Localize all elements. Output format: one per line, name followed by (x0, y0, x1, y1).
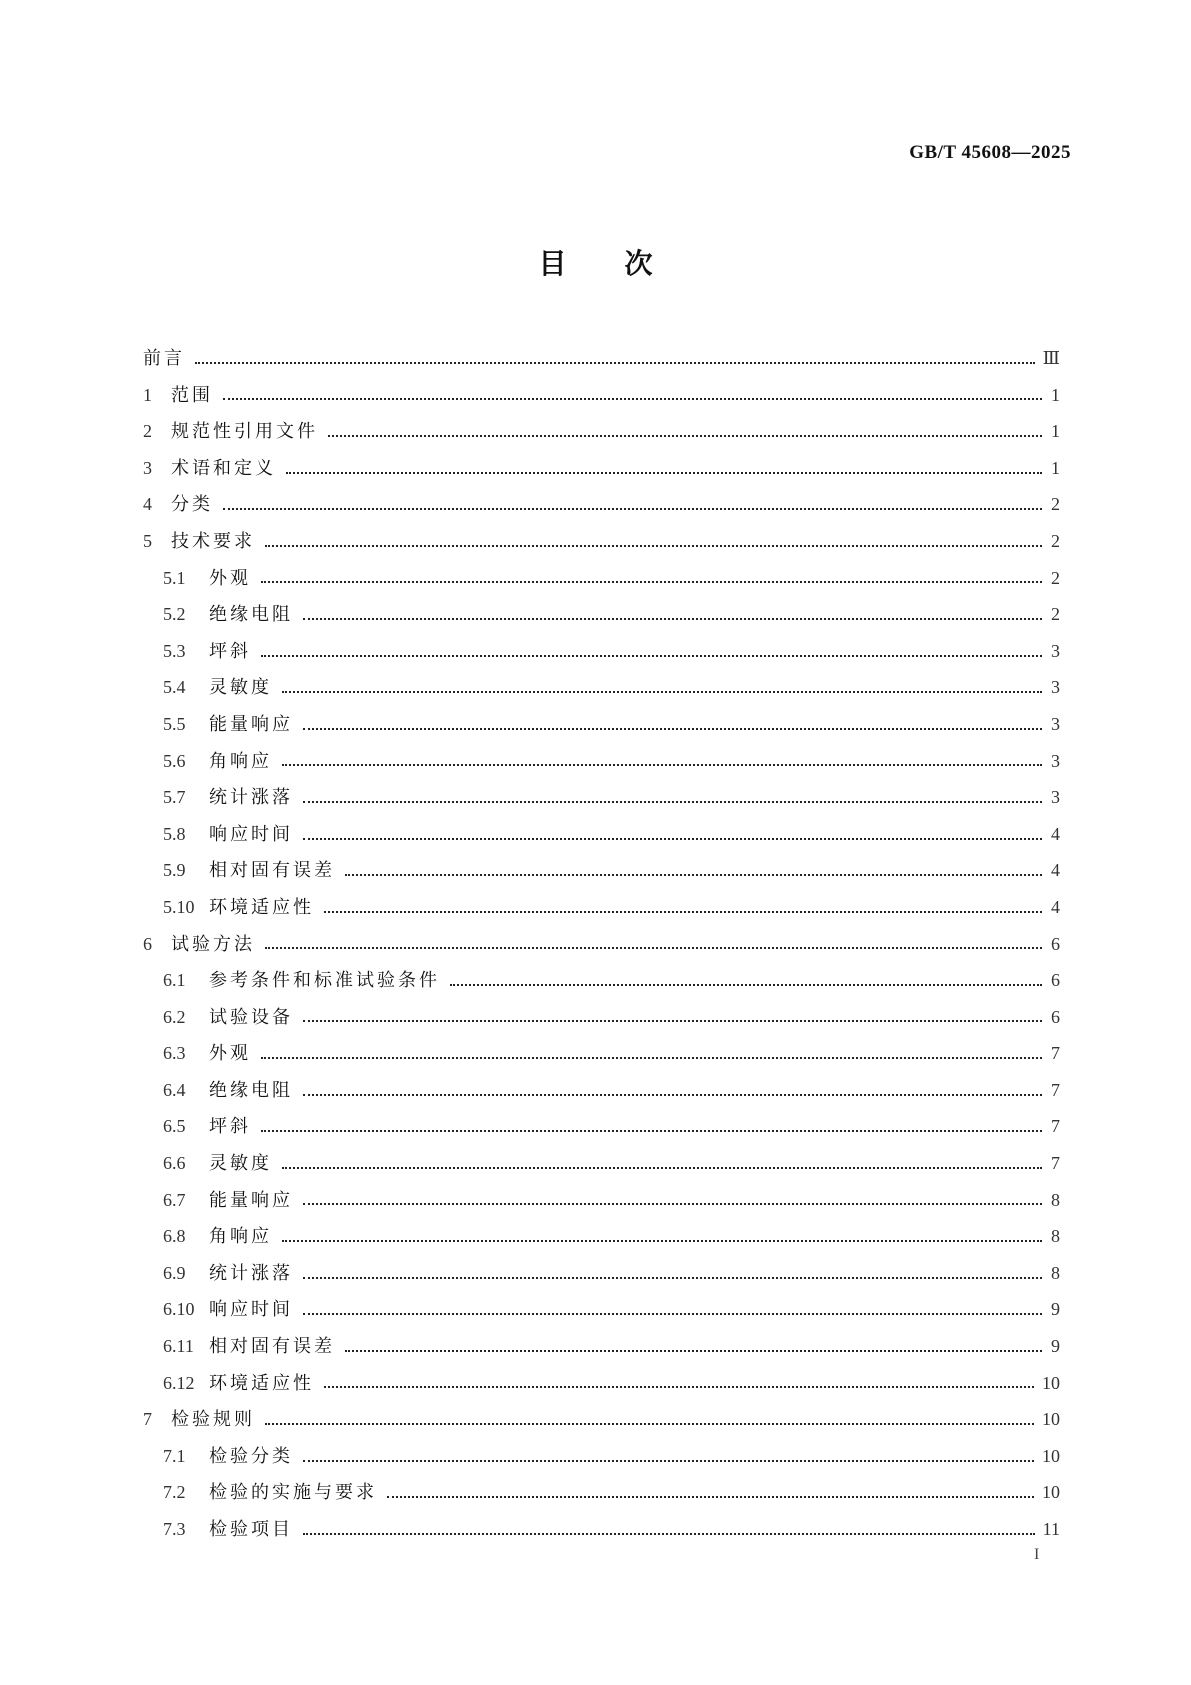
toc-entry-page: 8 (1051, 1189, 1060, 1210)
toc-entry-page: 1 (1051, 421, 1060, 442)
toc-entry-page: 7 (1051, 1043, 1060, 1064)
dot-leader (303, 1094, 1042, 1096)
toc-entry-label: 能量响应 (209, 713, 293, 735)
toc-entry-page: 11 (1042, 1519, 1060, 1539)
toc-entry[interactable] (143, 1218, 1060, 1255)
toc-entry-number: 7.2 (163, 1482, 186, 1503)
toc-entry-page: 10 (1042, 1482, 1060, 1503)
toc-entry-page: 4 (1051, 823, 1060, 844)
toc-entry[interactable] (143, 999, 1060, 1036)
toc-entry-page: 3 (1051, 713, 1060, 734)
toc-entry-label: 相对固有误差 (209, 1336, 335, 1358)
toc-entry-page: 4 (1051, 860, 1060, 881)
dot-leader (324, 1386, 1034, 1388)
dot-leader (303, 1533, 1035, 1535)
toc-entry-label: 参考条件和标准试验条件 (209, 970, 440, 992)
toc-entry-label: 统计涨落 (209, 787, 293, 809)
toc-entry-number: 6 (143, 933, 152, 954)
toc-entry-page: 9 (1051, 1336, 1060, 1357)
toc-entry-label: 试验方法 (171, 933, 255, 955)
toc-entry-page: 10 (1042, 1409, 1060, 1430)
toc-entry[interactable] (143, 962, 1060, 999)
toc-entry[interactable] (143, 1328, 1060, 1365)
toc-entry-label: 试验设备 (209, 1006, 293, 1028)
toc-entry-label: 角响应 (209, 750, 272, 772)
toc-entry-page: 10 (1042, 1445, 1060, 1466)
dot-leader (387, 1496, 1034, 1498)
toc-entry-number: 6.10 (163, 1299, 195, 1320)
toc-entry-number: 6.3 (163, 1043, 186, 1064)
toc-entry[interactable] (143, 1291, 1060, 1328)
toc-entry[interactable] (143, 523, 1060, 560)
toc-entry-page: 7 (1051, 1116, 1060, 1137)
toc-entry-label: 响应时间 (209, 1299, 293, 1321)
toc-entry[interactable] (143, 633, 1060, 670)
toc-entry-label: 技术要求 (171, 530, 255, 552)
toc-entry-label: 相对固有误差 (209, 860, 335, 882)
toc-entry[interactable] (143, 1474, 1060, 1511)
dot-leader (195, 362, 1035, 364)
dot-leader (345, 874, 1042, 876)
toc-entry-number: 2 (143, 421, 152, 442)
toc-entry[interactable] (143, 743, 1060, 780)
toc-entry-page: 2 (1051, 567, 1060, 588)
dot-leader (261, 1130, 1042, 1132)
toc-entry-label: 检验项目 (209, 1519, 293, 1540)
dot-leader (324, 911, 1042, 913)
toc-entry-label: 检验的实施与要求 (209, 1482, 377, 1504)
toc-entry-label: 检验规则 (171, 1409, 255, 1431)
toc-entry[interactable] (143, 560, 1060, 597)
toc-entry-label: 灵敏度 (209, 1153, 272, 1175)
toc-entry-page: 3 (1051, 677, 1060, 698)
toc-entry-label: 灵敏度 (209, 677, 272, 699)
dot-leader (303, 1203, 1042, 1205)
dot-leader (303, 801, 1042, 803)
toc-entry-number: 6.7 (163, 1189, 186, 1210)
dot-leader (303, 618, 1042, 620)
toc-entry-page: 3 (1051, 640, 1060, 661)
dot-leader (286, 472, 1042, 474)
toc-entry[interactable] (143, 1365, 1060, 1402)
dot-leader (328, 435, 1042, 437)
toc-title: 目次 (538, 247, 711, 280)
dot-leader (282, 1167, 1042, 1169)
dot-leader (223, 508, 1042, 510)
toc-entry-label: 分类 (171, 494, 213, 516)
toc-entry-number: 5 (143, 530, 152, 551)
toc-entry-number: 7.3 (163, 1519, 186, 1539)
toc-entry[interactable] (143, 1255, 1060, 1292)
toc-entry[interactable] (143, 1401, 1060, 1438)
dot-leader (261, 655, 1042, 657)
toc-entry-page: 1 (1051, 384, 1060, 405)
dot-leader (282, 691, 1042, 693)
toc-entry-label: 环境适应性 (209, 896, 314, 918)
toc-entry[interactable] (143, 852, 1060, 889)
toc-entry-label: 坪斜 (209, 640, 251, 662)
toc-entry[interactable] (143, 779, 1060, 816)
toc-entry-page: 3 (1051, 787, 1060, 808)
dot-leader (282, 1240, 1042, 1242)
toc-entry[interactable] (143, 450, 1060, 487)
toc-entry-number: 4 (143, 494, 152, 515)
toc-entry-page: 2 (1051, 530, 1060, 551)
toc-entry-number: 5.3 (163, 640, 186, 661)
toc-entry[interactable] (143, 1182, 1060, 1219)
toc-entry[interactable] (143, 706, 1060, 743)
dot-leader (345, 1350, 1042, 1352)
dot-leader (261, 1057, 1042, 1059)
toc-entry-number: 5.8 (163, 823, 186, 844)
toc-entry-page: 2 (1051, 604, 1060, 625)
dot-leader (303, 1020, 1042, 1022)
toc-entry-page: 8 (1051, 1262, 1060, 1283)
toc-entry-label: 角响应 (209, 1226, 272, 1248)
dot-leader (265, 947, 1042, 949)
toc-entry-page: 7 (1051, 1153, 1060, 1174)
toc-entry-number: 1 (143, 384, 152, 405)
dot-leader (265, 545, 1042, 547)
toc-entry-label: 外观 (209, 567, 251, 589)
toc-entry-label: 响应时间 (209, 823, 293, 845)
dot-leader (303, 838, 1042, 840)
toc-entry-label: 坪斜 (209, 1116, 251, 1138)
dot-leader (282, 764, 1042, 766)
toc-entry-label: 统计涨落 (209, 1262, 293, 1284)
toc-entry-page: 3 (1051, 750, 1060, 771)
toc-entry-number: 6.11 (163, 1336, 194, 1357)
table-of-contents (143, 340, 1060, 1548)
toc-entry[interactable] (143, 889, 1060, 926)
toc-entry-page: 4 (1051, 896, 1060, 917)
toc-entry-label: 范围 (171, 384, 213, 406)
toc-entry-number: 6.9 (163, 1262, 186, 1283)
toc-entry[interactable] (143, 816, 1060, 853)
toc-entry[interactable] (143, 926, 1060, 963)
toc-entry[interactable] (143, 1108, 1060, 1145)
toc-entry-number: 6.4 (163, 1079, 186, 1100)
dot-leader (450, 984, 1042, 986)
toc-entry-number: 5.7 (163, 787, 186, 808)
toc-entry[interactable] (143, 1035, 1060, 1072)
toc-entry-page: 7 (1051, 1079, 1060, 1100)
toc-entry-number: 6.2 (163, 1006, 186, 1027)
toc-entry-number: 7 (143, 1409, 152, 1430)
toc-entry-label: 检验分类 (209, 1445, 293, 1467)
toc-entry[interactable] (143, 486, 1060, 523)
dot-leader (265, 1423, 1034, 1425)
toc-entry-number: 6.6 (163, 1153, 186, 1174)
toc-entry-number: 6.8 (163, 1226, 186, 1247)
toc-entry-number: 5.10 (163, 896, 195, 917)
toc-entry-page: 6 (1051, 933, 1060, 954)
dot-leader (303, 1277, 1042, 1279)
dot-leader (303, 1313, 1042, 1315)
dot-leader (303, 728, 1042, 730)
toc-entry[interactable] (143, 377, 1060, 414)
toc-entry[interactable] (143, 596, 1060, 633)
toc-entry-number: 6.12 (163, 1372, 195, 1393)
toc-entry-number: 5.9 (163, 860, 186, 881)
toc-entry-number: 5.6 (163, 750, 186, 771)
toc-entry-label: 前言 (143, 348, 185, 369)
toc-entry-number: 6.1 (163, 970, 186, 991)
toc-entry[interactable] (143, 1511, 1060, 1548)
dot-leader (261, 581, 1042, 583)
toc-entry-page: 10 (1042, 1372, 1060, 1393)
toc-entry-label: 外观 (209, 1043, 251, 1065)
toc-entry-number: 5.1 (163, 567, 186, 588)
toc-entry-label: 绝缘电阻 (209, 604, 293, 626)
toc-entry-label: 术语和定义 (171, 457, 276, 479)
toc-entry[interactable] (143, 1072, 1060, 1109)
toc-entry-label: 能量响应 (209, 1189, 293, 1211)
toc-entry-number: 5.2 (163, 604, 186, 625)
toc-entry[interactable] (143, 669, 1060, 706)
toc-entry-number: 5.4 (163, 677, 186, 698)
toc-entry[interactable] (143, 1438, 1060, 1475)
toc-entry-number: 7.1 (163, 1445, 186, 1466)
dot-leader (303, 1460, 1034, 1462)
toc-entry[interactable] (143, 340, 1060, 377)
toc-entry-page: 6 (1051, 1006, 1060, 1027)
toc-entry-label: 规范性引用文件 (171, 421, 318, 443)
document-id: GB/T 45608—2025 (909, 142, 1071, 163)
toc-entry-page: 9 (1051, 1299, 1060, 1320)
toc-entry-page: 1 (1051, 457, 1060, 478)
toc-entry-page: 6 (1051, 970, 1060, 991)
dot-leader (223, 398, 1042, 400)
toc-entry-page: Ⅲ (1042, 348, 1060, 368)
toc-entry-number: 6.5 (163, 1116, 186, 1137)
page-number: I (1034, 1546, 1040, 1563)
toc-entry-label: 环境适应性 (209, 1372, 314, 1394)
toc-entry-number: 3 (143, 457, 152, 478)
toc-entry-label: 绝缘电阻 (209, 1079, 293, 1101)
toc-entry[interactable] (143, 1145, 1060, 1182)
toc-entry[interactable] (143, 413, 1060, 450)
toc-entry-number: 5.5 (163, 713, 186, 734)
toc-entry-page: 8 (1051, 1226, 1060, 1247)
toc-entry-page: 2 (1051, 494, 1060, 515)
